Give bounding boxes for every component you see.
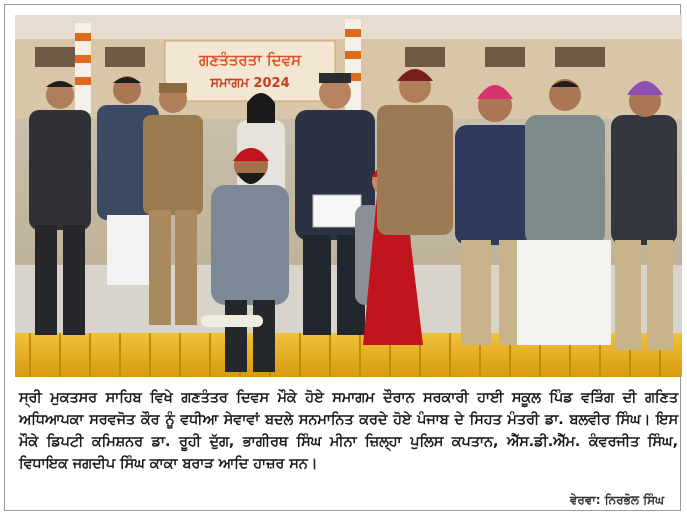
person-10-grey-vest <box>517 79 611 345</box>
striped-pillar-left <box>75 23 91 113</box>
photo-caption: ਸ੍ਰੀ ਮੁਕਤਸਰ ਸਾਹਿਬ ਵਿਖੇ ਗਣਤੰਤਰ ਦਿਵਸ ਮੌਕੇ ਹੋਏ ਸਮਾਗਮ ਦੌਰਾਨ ਸਰਕਾਰੀ ਹਾਈ ਸਕੂਲ ਪਿੰਡ ਵੜਿੰਗ ਦੀ ਗਣਿਤ ਅਧਿਆਪਕਾ ਸਰਵਜੋਤ ਕੌਰ ਨੂੰ ਵਧੀਆ ਸੇਵਾਵਾਂ ਬਦਲੇ ਸਨਮਾਨਿਤ ਕਰਦੇ ਹੋਏ ਪੰਜਾਬ ਦੇ ਸਿਹਤ ਮੰਤਰੀ ਡਾ. ਬਲਵੀਰ ਸਿੰਘ। ਇਸ ਮੌਕੇ ਡਿਪਟੀ ਕਮਿਸ਼ਨਰ ਡਾ. ਰੂਹੀ ਦੁੱਗ, ਭਾਗੀਰਥ ਸਿੰਘ ਮੀਨਾ ਜ਼ਿਲ੍ਹਾ ਪੁਲਿਸ ਕਪਤਾਨ, ਐੱਸ.ਡੀ.ਐੱਮ. ਕੰਵਰਜੀਤ ਸਿੰਘ, ਵਿਧਾਇਕ ਜਗਦੀਪ ਸਿੰਘ ਕਾਕਾ ਬਰਾੜ ਆਦਿ ਹਾਜ਼ਰ ਸਨ। <box>19 390 678 472</box>
event-photo <box>15 15 682 377</box>
photo-illustration <box>15 15 682 377</box>
photo-credit: ਵੇਰਵਾ: ਨਿਰਭੋਲ ਸਿੰਘ <box>569 493 664 507</box>
banner-subtitle: ਸਮਾਗਮ 2024 <box>210 76 290 91</box>
banner-title: ਗਣਤੰਤਰਤਾ ਦਿਵਸ <box>199 51 301 69</box>
news-clipping <box>4 4 681 511</box>
event-banner <box>165 41 335 101</box>
